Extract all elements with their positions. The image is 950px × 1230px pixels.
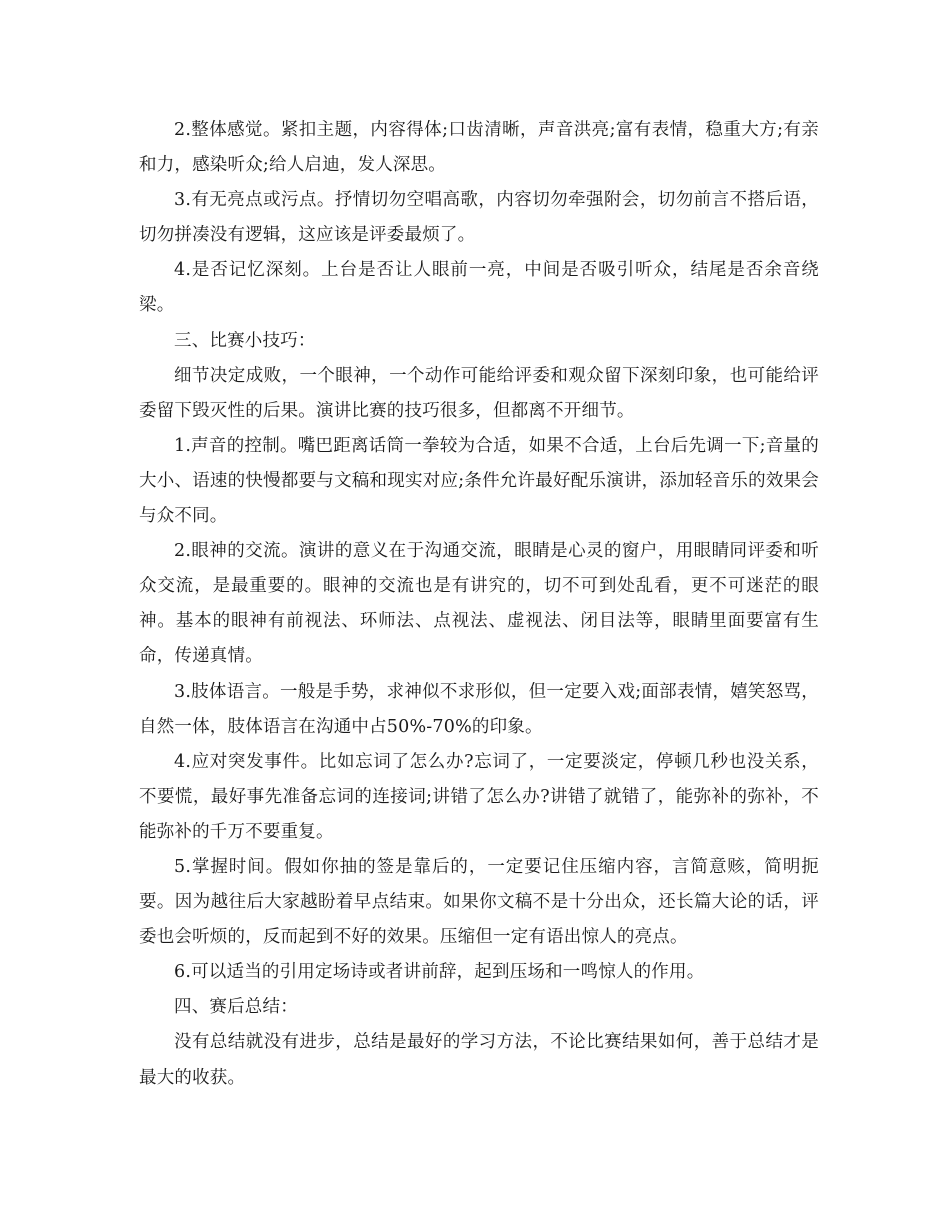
paragraph-time-management: 5.掌握时间。假如你抽的签是靠后的，一定要记住压缩内容，言简意赅，简明扼要。因为越往后大家越盼着早点结束。如果你文稿不是十分出众，还长篇大论的话，评委也会听烦的，反而起到不好的效果。压缩但一定有语出惊人的亮点。 — [139, 856, 819, 948]
paragraph-quotes: 6.可以适当的引用定场诗或者讲前辞，起到压场和一鸣惊人的作用。 — [174, 962, 705, 983]
document-page — [139, 113, 819, 1096]
paragraph-body-language: 3.肢体语言。一般是手势，求神似不求形似，但一定要入戏;面部表情，嬉笑怒骂，自然一体，肢体语言在沟通中占50%-70%的印象。 — [139, 681, 819, 737]
paragraph-voice-control: 1.声音的控制。嘴巴距离话筒一拳较为合适，如果不合适，上台后先调一下;音量的大小、语速的快慢都要与文稿和现实对应;条件允许最好配乐演讲，添加轻音乐的效果会与众不同。 — [139, 435, 819, 527]
section-heading-tips: 三、比赛小技巧： — [174, 330, 316, 351]
paragraph-emergencies: 4.应对突发事件。比如忘词了怎么办?忘词了，一定要淡定，停顿几秒也没关系，不要慌，最好事先准备忘词的连接词;讲错了怎么办?讲错了就错了，能弥补的弥补，不能弥补的千万不要重复。 — [139, 751, 819, 842]
section-heading-summary: 四、赛后总结： — [174, 997, 298, 1018]
paragraph-eye-contact: 2.眼神的交流。演讲的意义在于沟通交流，眼睛是心灵的窗户，用眼睛同评委和听众交流，是最重要的。眼神的交流也是有讲究的，切不可到处乱看，更不可迷茫的眼神。基本的眼神有前视法、环师法、点视法、虚视法、闭目法等，眼睛里面要富有生命，传递真情。 — [139, 541, 819, 667]
paragraph-details: 细节决定成败，一个眼神，一个动作可能给评委和观众留下深刻印象，也可能给评委留下毁灭性的后果。演讲比赛的技巧很多，但都离不开细节。 — [139, 365, 819, 421]
paragraph-summary: 没有总结就没有进步，总结是最好的学习方法，不论比赛结果如何，善于总结才是最大的收获。 — [139, 1032, 819, 1088]
paragraph-memorable: 4.是否记忆深刻。上台是否让人眼前一亮，中间是否吸引听众，结尾是否余音绕梁。 — [139, 260, 819, 316]
paragraph-overall-feeling: 2.整体感觉。紧扣主题，内容得体;口齿清晰，声音洪亮;富有表情，稳重大方;有亲和力，感染听众;给人启迪，发人深思。 — [139, 120, 819, 176]
paragraph-highlights: 3.有无亮点或污点。抒情切勿空唱高歌，内容切勿牵强附会，切勿前言不搭后语，切勿拼凑没有逻辑，这应该是评委最烦了。 — [139, 190, 819, 246]
